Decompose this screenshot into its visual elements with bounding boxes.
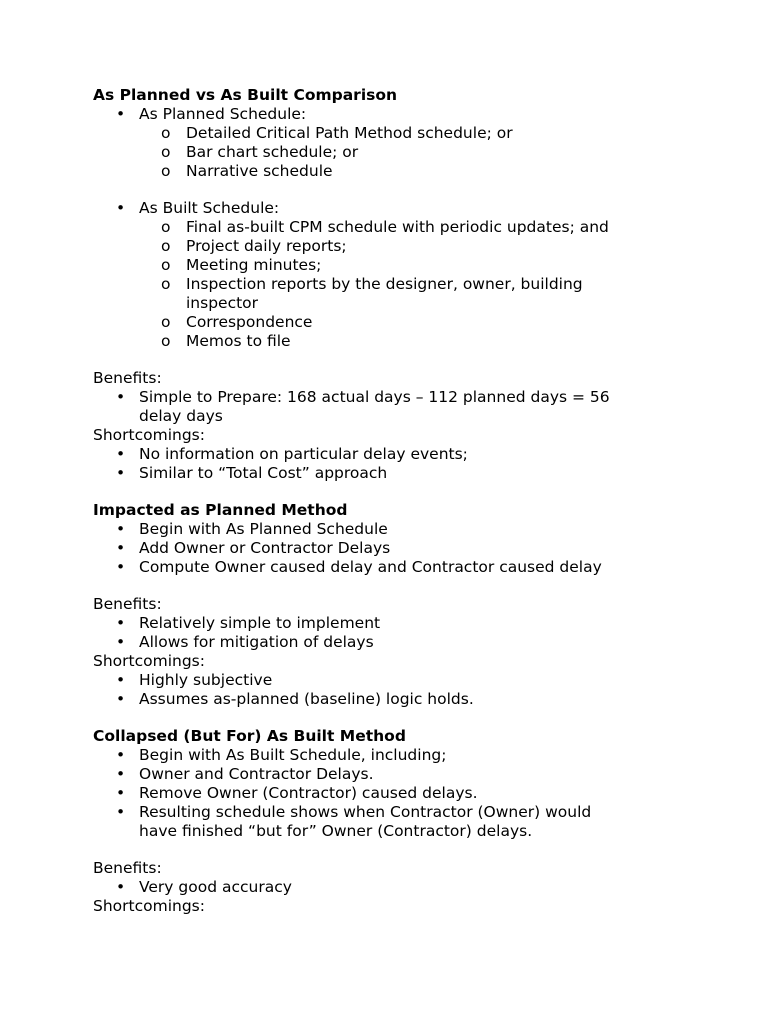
list-item-text: Owner and Contractor Delays. — [139, 765, 374, 783]
list-item-text: Very good accuracy — [139, 878, 292, 896]
shortcomings-label: Shortcomings: — [93, 426, 205, 444]
list-item — [93, 614, 693, 633]
list-item — [93, 520, 693, 539]
list-item-text: Highly subjective — [139, 671, 273, 689]
list-item-text: Add Owner or Contractor Delays — [139, 539, 391, 557]
sub-list-item — [93, 275, 693, 294]
sub-list-item — [93, 218, 693, 237]
list-item — [93, 388, 693, 407]
list-item-text: Relatively simple to implement — [139, 614, 381, 632]
bullet-icon: • — [116, 746, 126, 764]
sub-list-item — [93, 237, 693, 256]
list-item — [93, 784, 693, 803]
sub-bullet-icon: o — [161, 332, 171, 350]
sub-bullet-icon: o — [161, 275, 171, 293]
sub-list-item — [93, 143, 693, 162]
document-page — [93, 86, 693, 916]
section-title-collapsed-as-built: Collapsed (But For) As Built Method — [93, 727, 406, 745]
list-item-label: As Built Schedule: — [139, 199, 280, 217]
list-item-text: Similar to “Total Cost” approach — [139, 464, 388, 482]
list-item-text: Allows for mitigation of delays — [139, 633, 374, 651]
list-item-text: Simple to Prepare: 168 actual days – 112 planned days = 56 — [139, 388, 610, 406]
list-item-text: have finished “but for” Owner (Contractor) delays. — [139, 822, 533, 840]
sub-bullet-icon: o — [161, 313, 171, 331]
bullet-icon: • — [116, 558, 126, 576]
list-item-text: delay days — [139, 407, 223, 425]
sub-list-item — [93, 124, 693, 143]
bullet-icon: • — [116, 520, 126, 538]
sub-list-item-text: Correspondence — [186, 313, 313, 331]
list-item-text: Begin with As Built Schedule, including; — [139, 746, 447, 764]
list-item-label: As Planned Schedule: — [139, 105, 307, 123]
list-item-text: Begin with As Planned Schedule — [139, 520, 388, 538]
benefits-label: Benefits: — [93, 595, 162, 613]
bullet-icon: • — [116, 803, 126, 821]
list-item-continuation — [93, 822, 693, 841]
shortcomings-label: Shortcomings: — [93, 652, 205, 670]
list-item — [93, 878, 693, 897]
sub-bullet-icon: o — [161, 143, 171, 161]
bullet-icon: • — [116, 633, 126, 651]
shortcomings-label: Shortcomings: — [93, 897, 205, 915]
list-item — [93, 746, 693, 765]
sub-bullet-icon: o — [161, 162, 171, 180]
list-item — [93, 690, 693, 709]
sub-list-item-text: Final as-built CPM schedule with periodic updates; and — [186, 218, 609, 236]
sub-list-item — [93, 313, 693, 332]
bullet-icon: • — [116, 388, 126, 406]
sub-list-item-text: Meeting minutes; — [186, 256, 322, 274]
list-item-text: Remove Owner (Contractor) caused delays. — [139, 784, 478, 802]
sub-list-item — [93, 256, 693, 275]
list-item — [93, 539, 693, 558]
list-item-text: Resulting schedule shows when Contractor (Owner) would — [139, 803, 592, 821]
bullet-icon: • — [116, 105, 126, 123]
sub-list-item — [93, 162, 693, 181]
sub-bullet-icon: o — [161, 256, 171, 274]
list-item — [93, 464, 693, 483]
benefits-label: Benefits: — [93, 859, 162, 877]
section-title-as-planned-vs-built: As Planned vs As Built Comparison — [93, 86, 398, 104]
sub-list-item-text: Memos to file — [186, 332, 291, 350]
bullet-icon: • — [116, 539, 126, 557]
sub-list-item-text: Bar chart schedule; or — [186, 143, 359, 161]
list-item — [93, 633, 693, 652]
list-item-as-built-schedule — [93, 199, 693, 218]
list-item-continuation — [93, 407, 693, 426]
benefits-label: Benefits: — [93, 369, 162, 387]
section-title-impacted-as-planned: Impacted as Planned Method — [93, 501, 348, 519]
list-item — [93, 671, 693, 690]
list-item — [93, 765, 693, 784]
sub-list-item-text: Inspection reports by the designer, owner, building — [186, 275, 583, 293]
list-item — [93, 558, 693, 577]
list-item-text: Assumes as-planned (baseline) logic holds. — [139, 690, 474, 708]
bullet-icon: • — [116, 690, 126, 708]
sub-list-item — [93, 332, 693, 351]
bullet-icon: • — [116, 464, 126, 482]
sub-bullet-icon: o — [161, 218, 171, 236]
sub-list-item-text: Project daily reports; — [186, 237, 347, 255]
list-item-as-planned-schedule — [93, 105, 693, 124]
sub-list-item-continuation — [93, 294, 693, 313]
list-item-text: No information on particular delay events; — [139, 445, 468, 463]
bullet-icon: • — [116, 784, 126, 802]
bullet-icon: • — [116, 671, 126, 689]
sub-list-item-text: inspector — [186, 294, 259, 312]
sub-bullet-icon: o — [161, 124, 171, 142]
list-item-text: Compute Owner caused delay and Contractor caused delay — [139, 558, 602, 576]
bullet-icon: • — [116, 614, 126, 632]
list-item — [93, 803, 693, 822]
bullet-icon: • — [116, 765, 126, 783]
sub-bullet-icon: o — [161, 237, 171, 255]
bullet-icon: • — [116, 878, 126, 896]
sub-list-item-text: Narrative schedule — [186, 162, 333, 180]
sub-list-item-text: Detailed Critical Path Method schedule; or — [186, 124, 513, 142]
bullet-icon: • — [116, 199, 126, 217]
list-item — [93, 445, 693, 464]
bullet-icon: • — [116, 445, 126, 463]
